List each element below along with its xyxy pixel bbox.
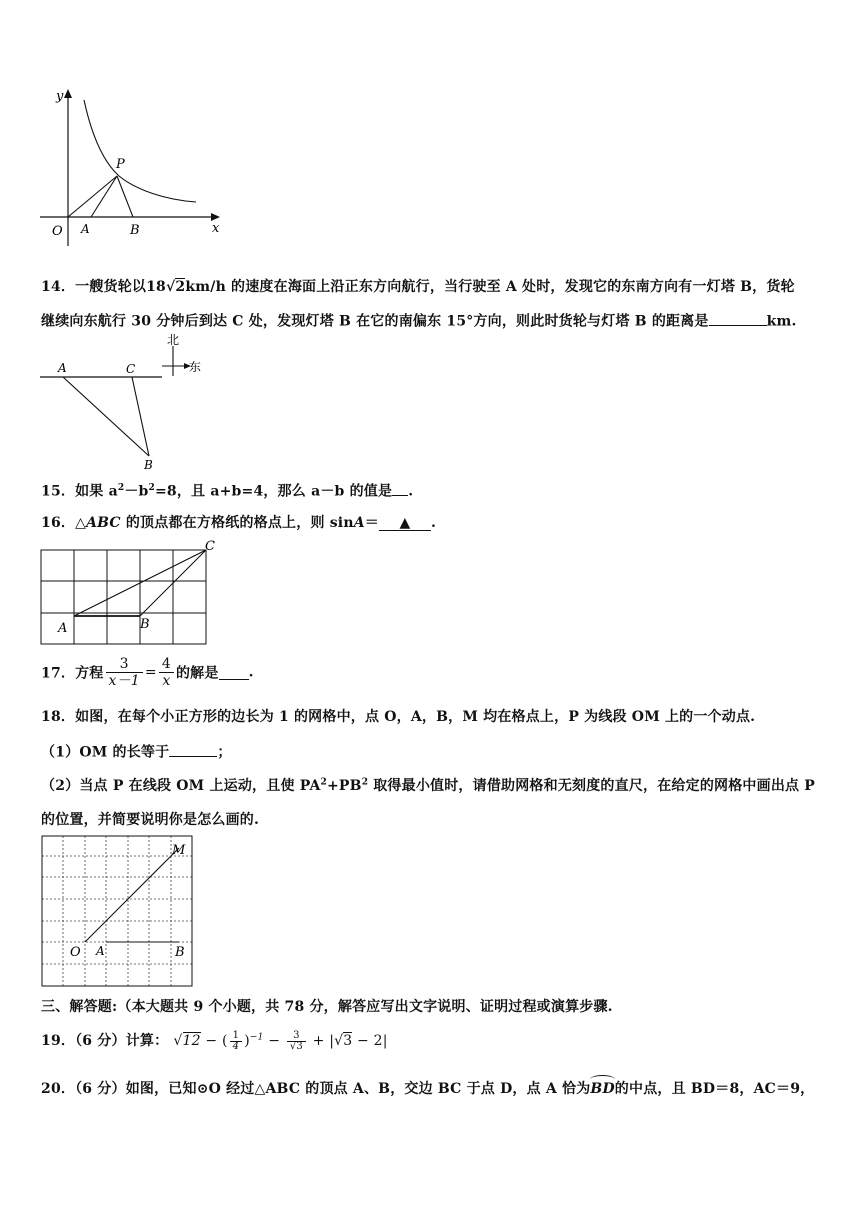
segment-op — [68, 176, 117, 217]
q17-text-2: 的解是 — [175, 665, 219, 682]
q20-text-1: 如图，已知⊙O 经过△ABC 的顶点 A、B，交边 BC 于点 D，点 A 恰为 — [125, 1081, 591, 1097]
q16-text-2: 的顶点都在方格纸的格点上，则 sin — [120, 515, 354, 531]
segment-ab — [63, 377, 149, 456]
label-c: C — [126, 362, 136, 376]
q18-sup-1: 2 — [320, 777, 327, 788]
q14-answer-blank[interactable] — [709, 310, 767, 326]
label-b: B — [175, 945, 185, 960]
q18-grid — [42, 836, 192, 986]
q14-speed-radicand: 2 — [175, 279, 186, 295]
q14-unit: km. — [766, 313, 797, 330]
segment-cb — [132, 377, 149, 456]
q14-line-2 — [41, 310, 797, 331]
q19-sqrt-12: 12 — [182, 1033, 201, 1049]
q14-text-2: km/h 的速度在海面上沿正东方向航行，当行驶至 A 处时，发现它的东南方向有一灯塔 B，货轮 — [185, 279, 795, 295]
q15-answer-blank[interactable] — [392, 480, 408, 496]
q18-part2-text-a: （2）当点 P 在线段 OM 上运动，且使 PA — [41, 778, 321, 794]
q16-answer-blank[interactable] — [379, 515, 431, 531]
q19-fraction-quarter — [230, 1031, 243, 1052]
q16-triangle: △ — [75, 515, 87, 531]
label-m: M — [172, 843, 186, 858]
compass-east-label: 东 — [189, 360, 202, 374]
q19-expression — [173, 1029, 388, 1052]
label-a: A — [96, 944, 105, 958]
q19-number: 19．（6 分）计算： — [41, 1033, 169, 1049]
q19-fraction-radicand: 3 — [296, 1040, 303, 1052]
q19-minus-1: − — [205, 1033, 218, 1049]
q18-part1-text: （1）OM 的长等于 — [41, 744, 170, 761]
q14-number: 14． — [41, 279, 76, 295]
q20-arc-label: BD — [590, 1081, 615, 1097]
q15-text-2: －b — [124, 483, 149, 500]
q19-exponent: −1 — [249, 1032, 264, 1043]
q19-quarter-numerator: 1 — [230, 1031, 243, 1042]
q15-line — [41, 480, 413, 501]
q18-part2-text-b: +PB — [326, 778, 362, 794]
q15-period: . — [408, 483, 414, 500]
q17-fraction-2-numerator: 4 — [159, 656, 174, 673]
q14-line-1 — [41, 276, 795, 296]
hyperbola-curve — [84, 100, 196, 202]
q17-equals: = — [144, 664, 157, 681]
q19-plus: + — [312, 1033, 325, 1049]
q17-period: . — [248, 664, 254, 681]
q18-sup-2: 2 — [361, 777, 369, 788]
label-b: B — [140, 617, 150, 632]
label-a: A — [58, 621, 68, 636]
q17-fraction-1-numerator: 3 — [106, 656, 143, 673]
q19-fraction-denominator — [287, 1042, 306, 1052]
q17-fraction-2 — [159, 656, 174, 689]
q18-line-1 — [41, 706, 755, 726]
q17-fraction-1 — [106, 656, 143, 689]
q16-abc: ABC — [86, 515, 121, 531]
q17-answer-blank[interactable] — [219, 665, 249, 681]
q18-grid-border — [42, 836, 192, 986]
q19-abs-radicand: 3 — [343, 1033, 353, 1049]
label-a: A — [81, 222, 90, 236]
label-c: C — [205, 539, 215, 554]
q19-fraction-3-over-sqrt3 — [287, 1031, 306, 1052]
q17-fraction-1-denominator: x－1 — [108, 673, 140, 689]
q19-right-paren: ) — [244, 1033, 250, 1049]
label-o: O — [52, 224, 63, 239]
segment-om — [85, 848, 179, 942]
q20-arc-bd — [590, 1077, 614, 1097]
q20-line — [41, 1077, 814, 1098]
label-x: x — [212, 221, 220, 236]
q19-abs-open: | — [329, 1033, 335, 1049]
q18-part1-end: ； — [217, 744, 232, 761]
label-y: y — [56, 89, 64, 104]
q15-number: 15． — [41, 483, 76, 500]
section-3-heading — [41, 996, 613, 1016]
label-b: B — [130, 223, 140, 238]
q19-left-paren: ( — [221, 1033, 228, 1049]
q20-number: 20．（6 分） — [41, 1081, 126, 1097]
q19-quarter-denominator: 4 — [232, 1040, 240, 1052]
q18-text-1: 如图，在每个小正方形的边长为 1 的网格中，点 O，A，B，M 均在格点上，P 为线段 OM 上的一个动点. — [75, 709, 756, 725]
q14-text-1: 一艘货轮以 — [75, 279, 147, 295]
q15-text-1: 如果 a — [75, 483, 118, 500]
section-3-text: 三、解答题:（本大题共 9 个小题，共 78 分，解答应写出文字说明、证明过程或演算步骤. — [41, 999, 613, 1015]
q16-line — [41, 512, 436, 532]
q19-abs-tail: − 2| — [352, 1033, 388, 1049]
q19-minus-2: − — [268, 1033, 281, 1049]
q18-answer-blank[interactable] — [169, 741, 217, 757]
q17-text-1: 方程 — [75, 665, 104, 682]
compass-north-label: 北 — [167, 333, 180, 347]
segment-bp — [117, 176, 133, 217]
sqrt-symbol: √ — [289, 1040, 297, 1052]
q19-fraction-numerator: 3 — [287, 1031, 306, 1042]
sqrt-symbol: √ — [165, 279, 176, 295]
q16-equals: ＝ — [364, 515, 379, 531]
q16-figure — [38, 536, 224, 648]
arc-symbol — [590, 1075, 614, 1084]
q20-text-2: 的中点，且 BD＝8，AC＝9， — [614, 1081, 815, 1097]
q15-text-3: =8，且 a+b=4，那么 a－b 的值是 — [154, 483, 393, 500]
q16-angle-a: A — [353, 515, 365, 531]
q13-figure — [36, 86, 236, 246]
q18-line-4 — [41, 809, 259, 829]
q17-line — [41, 656, 254, 689]
q16-period: . — [430, 515, 437, 531]
q14-speed-number: 18 — [146, 279, 166, 295]
q15-sup-1: 2 — [117, 483, 125, 494]
q18-part2-text-c: 取得最小值时，请借助网格和无刻度的直尺，在给定的网格中画出点 P — [368, 778, 816, 794]
q16-number: 16． — [41, 515, 76, 531]
q17-number: 17． — [41, 665, 76, 682]
sqrt-symbol: √ — [173, 1033, 183, 1049]
q14-text-3: 继续向东航行 30 分钟后到达 C 处，发现灯塔 B 在它的南偏东 15°方向，则此时货轮与灯塔 B 的距离是 — [41, 313, 709, 330]
q18-part2-text-d: 的位置，并简要说明你是怎么画的. — [41, 812, 260, 828]
q15-sup-2: 2 — [148, 483, 155, 494]
label-b: B — [144, 458, 153, 472]
q18-number: 18． — [41, 709, 76, 725]
label-a: A — [58, 361, 67, 375]
sqrt-symbol: √ — [334, 1033, 344, 1049]
label-o: O — [70, 945, 81, 960]
q16-triangle-mark: ▲ — [399, 515, 411, 531]
q18-figure — [40, 834, 196, 990]
q18-line-2 — [41, 741, 232, 762]
q19-line — [41, 1030, 388, 1052]
label-p: P — [116, 157, 125, 172]
q17-fraction-2-denominator: x — [162, 673, 171, 689]
q18-line-3 — [41, 775, 815, 795]
segment-ap — [91, 176, 117, 217]
q14-figure — [36, 332, 216, 474]
